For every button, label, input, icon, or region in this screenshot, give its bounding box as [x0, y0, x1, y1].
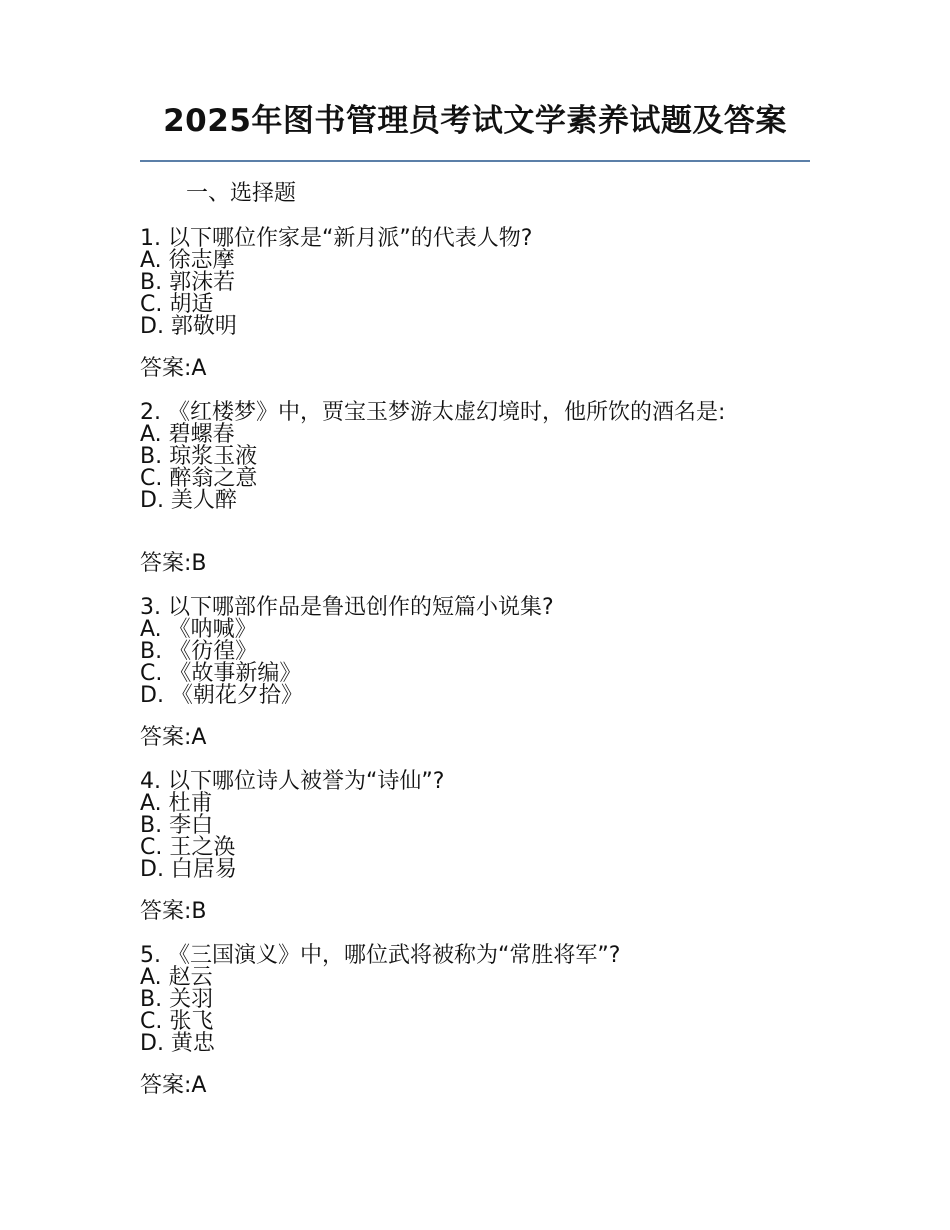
question-5-option-c: C. 张飞	[140, 1009, 214, 1034]
question-5-text: 5. 《三国演义》中，哪位武将被称为“常胜将军”?	[140, 943, 621, 968]
question-2-answer: 答案:B	[140, 551, 207, 576]
question-3-answer: 答案:A	[140, 725, 207, 750]
title-underline	[140, 160, 810, 162]
document-title: 2025年图书管理员考试文学素养试题及答案	[163, 103, 787, 139]
question-1-text: 1. 以下哪位作家是“新月派”的代表人物?	[140, 226, 533, 251]
question-4-option-c: C. 王之涣	[140, 835, 236, 860]
question-3-option-a: A. 《呐喊》	[140, 617, 257, 642]
question-4-text: 4. 以下哪位诗人被誉为“诗仙”?	[140, 769, 445, 794]
question-2-option-b: B. 琼浆玉液	[140, 444, 258, 469]
question-1-option-b: B. 郭沫若	[140, 270, 236, 295]
question-2-option-c: C. 醉翁之意	[140, 466, 258, 491]
question-1-option-a: A. 徐志摩	[140, 248, 235, 273]
question-2-option-a: A. 碧螺春	[140, 422, 235, 447]
question-4-option-d: D. 白居易	[140, 857, 237, 882]
section-heading: 一、选择题	[186, 181, 297, 206]
question-5-option-a: A. 赵云	[140, 965, 213, 990]
question-4-option-a: A. 杜甫	[140, 791, 213, 816]
question-1-answer: 答案:A	[140, 356, 207, 381]
question-1-option-c: C. 胡适	[140, 292, 214, 317]
question-4-option-b: B. 李白	[140, 813, 214, 838]
question-4-answer: 答案:B	[140, 899, 207, 924]
question-3-option-b: B. 《彷徨》	[140, 639, 258, 664]
question-2	[140, 402, 780, 512]
question-3-option-d: D. 《朝花夕拾》	[140, 683, 303, 708]
question-3	[140, 597, 780, 707]
question-2-text: 2. 《红楼梦》中，贾宝玉梦游太虚幻境时，他所饮的酒名是:	[140, 400, 726, 425]
question-5	[140, 945, 780, 1055]
question-1	[140, 228, 780, 338]
question-5-answer: 答案:A	[140, 1073, 207, 1098]
question-3-option-c: C. 《故事新编》	[140, 661, 302, 686]
question-3-text: 3. 以下哪部作品是鲁迅创作的短篇小说集?	[140, 595, 554, 620]
question-5-option-d: D. 黄忠	[140, 1031, 215, 1056]
question-2-option-d: D. 美人醉	[140, 488, 237, 513]
question-5-option-b: B. 关羽	[140, 987, 214, 1012]
question-1-option-d: D. 郭敬明	[140, 314, 237, 339]
question-4	[140, 771, 780, 881]
